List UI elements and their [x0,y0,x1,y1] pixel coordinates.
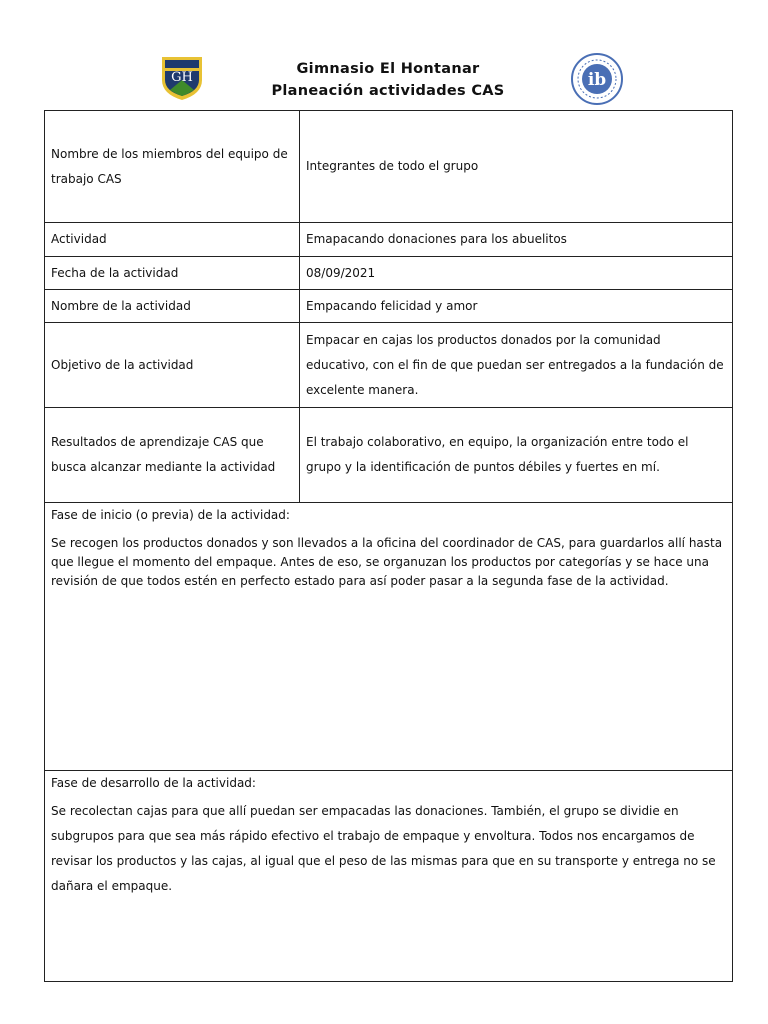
objective-value: Empacar en cajas los productos donados por la comunidad educativo, con el fin de que puedan ser entregados a la fundación de excelente manera. [300,323,733,408]
start-phase-title: Fase de inicio (o previa) de la actividad: [51,508,290,522]
development-phase-title: Fase de desarrollo de la actividad: [51,776,256,790]
activity-label: Actividad [45,223,300,257]
table-row [45,503,733,771]
date-value: 08/09/2021 [300,257,733,290]
members-label: Nombre de los miembros del equipo de trabajo CAS [45,111,300,223]
cas-planning-table [44,110,733,982]
svg-text:GH: GH [171,70,193,85]
activity-name-label: Nombre de la actividad [45,290,300,323]
table-row [45,290,733,323]
table-row [45,223,733,257]
development-phase-text: Se recolectan cajas para que allí puedan ser empacadas las donaciones. También, el grupo se dividie en subgrupos para que sea más rápido efectivo el trabajo de empaque y envoltura. Todos nos encargamos de revisar los productos y las cajas, al igual que el peso de las mismas para que en su transporte y entrega no se dañara el empaque. [51,804,716,893]
date-label: Fecha de la actividad [45,257,300,290]
document-title: Planeación actividades CAS [271,83,505,99]
document-header [0,0,768,110]
table-row [45,111,733,223]
title-block [0,58,768,102]
table-row [45,323,733,408]
ib-world-school-logo [565,52,629,106]
start-phase-text: Se recogen los productos donados y son llevados a la oficina del coordinador de CAS, para guardarlos allí hasta que llegue el momento del empaque. Antes de eso, se organuzan los productos por categorías y se hace una revisión de que todos estén en perfecto estado para así poder pasar a la segunda fase de la actividad. [51,536,723,588]
members-value: Integrantes de todo el grupo [300,111,733,223]
start-phase-section [45,503,733,771]
activity-value: Emapacando donaciones para los abuelitos [300,223,733,257]
table-row [45,771,733,982]
svg-text:ib: ib [587,70,607,90]
table-row [45,257,733,290]
objective-label: Objetivo de la actividad [45,323,300,408]
learning-outcomes-value: El trabajo colaborativo, en equipo, la organización entre todo el grupo y la identificación de puntos débiles y fuertes en mí. [300,408,733,503]
activity-name-value: Empacando felicidad y amor [300,290,733,323]
school-name: Gimnasio El Hontanar [296,61,480,77]
table-row [45,408,733,503]
learning-outcomes-label: Resultados de aprendizaje CAS que busca alcanzar mediante la actividad [45,408,300,503]
development-phase-section [45,771,733,982]
